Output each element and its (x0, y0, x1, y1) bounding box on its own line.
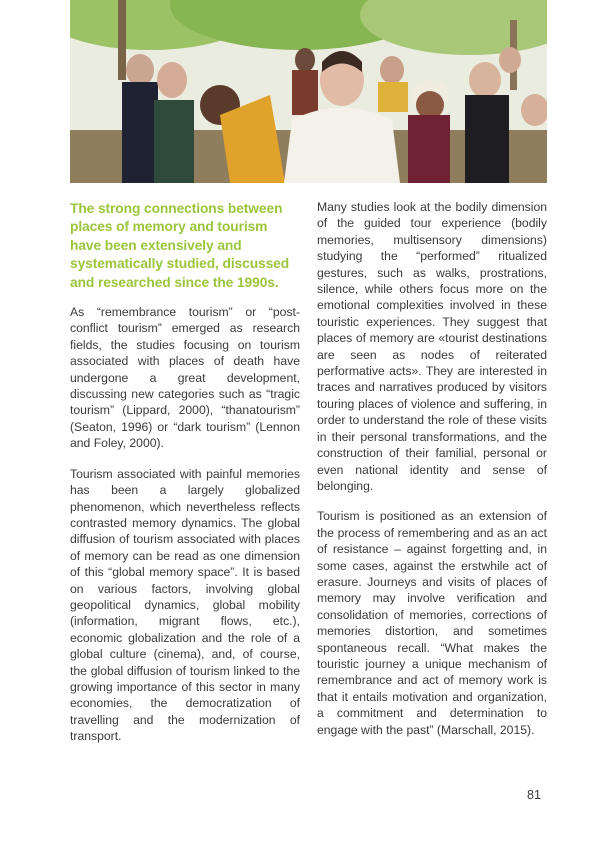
left-column (70, 200, 300, 759)
paragraph-tourism-extension: Tourism is positioned as an extension of the process of remembering and as an act of resistance – against forgetting and, in some cases, against the erstwhile act of erasure. Journeys and visits of places of memory may involve verification and consolidation of memories, corrections of memories distortion, and sometimes spontaneous recall. “What makes the touristic journey a unique mechanism of remembrance and act of memory work is that it entails motivation and organization, a commitment and determination to engage with the past” (Marschall, 2015). (317, 509, 547, 737)
lead-highlight-text: The strong connections between places of memory and tourism have been extensively and systematically studied, discussed and researched since the 1990s. (70, 201, 290, 290)
page-number: 81 (527, 788, 541, 802)
right-column (317, 199, 547, 752)
paragraph-remembrance-tourism: As “remembrance tourism” or “post-conflict tourism” emerged as research fields, the studies focusing on tourism associated with places of death have undergone a great development, discussing new categories such as “tragic tourism” (Lippard, 2000), “thanatourism” (Seaton, 1996) or “dark tourism” (Lennon and Foley, 2000). (70, 305, 300, 451)
paragraph-globalized-phenomenon: Tourism associated with painful memories has been a largely globalized phenomenon, which nevertheless reflects contrasted memory dynamics. The global diffusion of tourism associated with places of memory can be read as one dimension of this “global memory space”. It is based on various factors, involving global geopolitical dynamics, global mobility (information, migrant flows, etc.), economic globalization and the role of a global culture (cinema), and, of course, the global diffusion of tourism linked to the growing importance of this sector in many economies, the democratization of travelling and the modernization of transport. (70, 466, 300, 744)
header-photo (70, 0, 547, 183)
paragraph-bodily-dimension: Many studies look at the bodily dimension of the guided tour experience (bodily memories, multisensory dimensions) studying the “performed” ritualized gestures, such as walks, prostrations, silence, while others focus more on the emotional complexities involved in these touristic experiences. They suggest that places of memory are «tourist destinations are seen as nodes of reiterated performative acts». They are interested in traces and narratives produced by visitors touring places of violence and suffering, in order to understand the role of these visits in their personal transformations, and the construction of their familial, personal or even national identity and sense of belonging. (317, 200, 547, 493)
group-celebration-image (70, 0, 547, 183)
